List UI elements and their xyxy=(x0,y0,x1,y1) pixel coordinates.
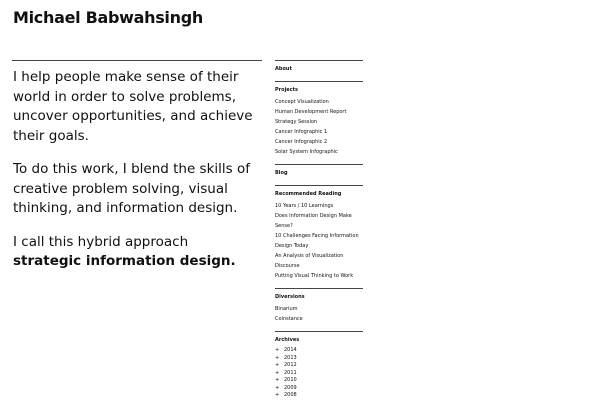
intro-paragraph: I help people make sense of their world in order to solve problems, uncover opportunities, and achieve their goals. xyxy=(13,69,253,144)
expand-icon[interactable]: + xyxy=(275,384,280,391)
archive-year[interactable] xyxy=(275,385,363,393)
reading-heading: Recommended Reading xyxy=(275,191,342,197)
expand-icon[interactable]: + xyxy=(275,354,280,361)
sidebar-section-blog xyxy=(275,164,363,178)
sidebar-section-archives xyxy=(275,331,363,400)
sidebar-link-about[interactable]: About xyxy=(275,66,292,72)
project-link[interactable]: Concept Visualization xyxy=(275,99,329,105)
archive-year[interactable] xyxy=(275,392,363,400)
expand-icon[interactable]: + xyxy=(275,347,280,353)
project-link[interactable]: Cancer Infographic 1 xyxy=(275,129,328,135)
archive-year-label: 2012 xyxy=(284,362,297,368)
project-link[interactable]: Human Development Report xyxy=(275,109,347,115)
diversion-link[interactable]: Binarium xyxy=(275,306,298,312)
main-content xyxy=(13,68,258,286)
archive-year[interactable] xyxy=(275,355,363,363)
reading-link[interactable]: Does Information Design Make Sense? xyxy=(275,213,352,229)
reading-link[interactable]: Putting Visual Thinking to Work xyxy=(275,273,354,279)
expand-icon[interactable]: + xyxy=(275,377,280,383)
project-link[interactable]: Solar System Infographic xyxy=(275,149,338,155)
project-link[interactable]: Strategy Session xyxy=(275,119,318,125)
approach-name: strategic information design. xyxy=(13,253,236,269)
archive-year[interactable] xyxy=(275,347,363,355)
reading-link[interactable]: An Analysis of Visualization Discourse xyxy=(275,253,344,269)
skills-paragraph: To do this work, I blend the skills of creative problem solving, visual thinking, and information design. xyxy=(13,161,251,216)
reading-link[interactable]: 10 Challenges Facing Information Design Today xyxy=(275,233,359,249)
archive-year[interactable] xyxy=(275,362,363,370)
archive-year-label: 2014 xyxy=(284,347,297,353)
sidebar-section-projects xyxy=(275,81,363,157)
archive-year-label: 2011 xyxy=(284,369,297,376)
archive-year-label: 2008 xyxy=(284,392,297,398)
archive-year-label: 2009 xyxy=(284,384,297,391)
approach-paragraph xyxy=(13,233,258,272)
sidebar-section-diversions xyxy=(275,288,363,324)
expand-icon[interactable]: + xyxy=(275,392,280,398)
expand-icon[interactable]: + xyxy=(275,362,280,368)
reading-link[interactable]: 10 Years / 10 Learnings xyxy=(275,203,334,209)
sidebar-section-reading xyxy=(275,185,363,281)
archive-year[interactable] xyxy=(275,370,363,378)
divider xyxy=(12,60,262,61)
sidebar xyxy=(275,60,363,407)
sidebar-link-blog[interactable]: Blog xyxy=(275,170,288,176)
sidebar-section-about xyxy=(275,60,363,74)
archive-year-label: 2013 xyxy=(284,354,297,361)
projects-heading: Projects xyxy=(275,87,299,93)
approach-intro: I call this hybrid approach xyxy=(13,233,189,250)
archive-year-label: 2010 xyxy=(284,377,297,383)
diversions-heading: Diversions xyxy=(275,294,305,300)
archive-year[interactable] xyxy=(275,377,363,385)
expand-icon[interactable]: + xyxy=(275,369,280,376)
site-title[interactable]: Michael Babwahsingh xyxy=(13,8,203,27)
project-link[interactable]: Cancer Infographic 2 xyxy=(275,139,328,145)
diversion-link[interactable]: Coinstance xyxy=(275,316,303,322)
archives-heading: Archives xyxy=(275,337,300,343)
